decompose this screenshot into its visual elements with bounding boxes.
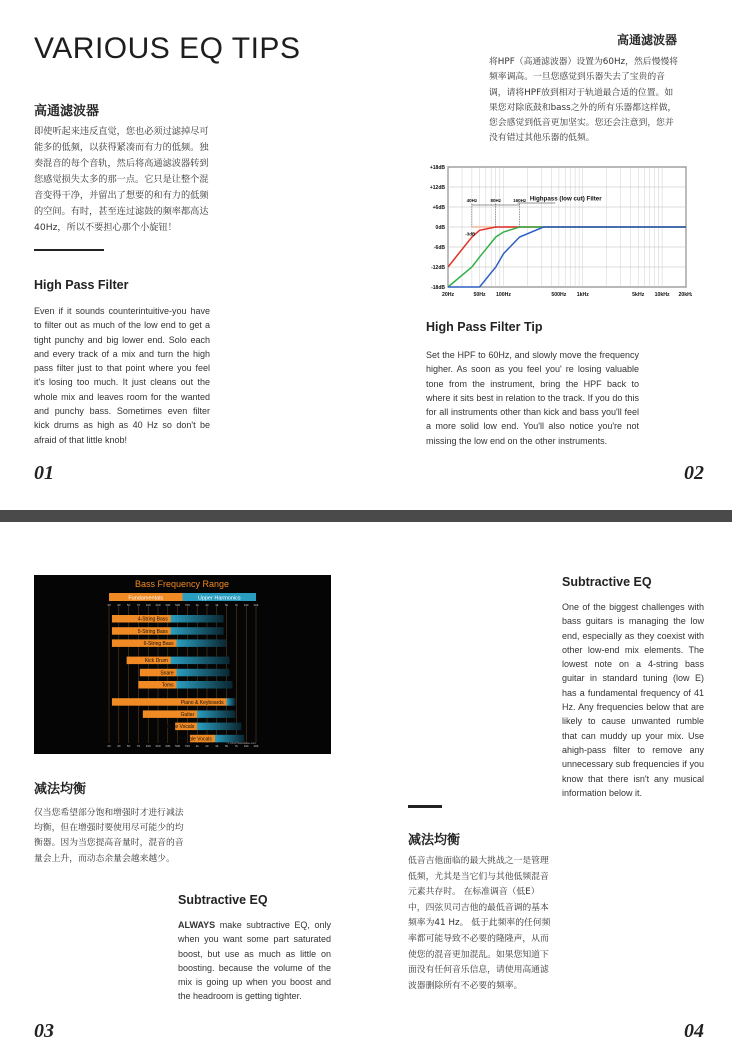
freq-tick-top: 10k (243, 603, 249, 607)
page-number-2: 02 (684, 462, 704, 484)
x-tick-label: 100Hz (495, 292, 511, 298)
page-separator (0, 510, 732, 522)
cn-heading-subtractive-bass: 减法均衡 (408, 833, 461, 848)
spread-top (0, 0, 732, 510)
always-emphasis: ALWAYS (178, 920, 216, 930)
range-bar-label: Female Vocals (179, 736, 212, 743)
band-fundamentals-label: Fundamentals (128, 595, 164, 602)
en-body-subtractive-text: make subtractive EQ, only when you want some part saturated boost, but use as much as little on boosting. because the volume of the mix is going up when you boost and the headroom is getting tighter. (178, 920, 331, 1002)
freq-tick-bottom: 100 (145, 744, 151, 748)
freq-tick-bottom: 50 (126, 744, 131, 748)
en-heading-hpf-tip: High Pass Filter Tip (426, 320, 543, 334)
page-title: VARIOUS EQ TIPS (34, 32, 301, 65)
cn-heading-hpf: 高通滤波器 (34, 104, 100, 119)
x-tick-label: 20kHz (678, 292, 692, 298)
freq-tick-top: 20 (107, 603, 111, 607)
cn-body-hpf: 即使听起来违反直觉，您也必须过滤掉尽可能多的低频，以获得紧凑而有力的低频。独奏混音的每个音轨，然后将高通滤波器转到您感觉损失太多的那一点。它只是让整个混音变得干净，并留出了想要的和有力的低频的空间。有时，甚至连过滤鼓的频率都高达40Hz，所以不要担心那个小旋钮！ (34, 126, 209, 233)
x-tick-label: 20Hz (441, 292, 455, 298)
range-bar-label: Snare (160, 670, 174, 677)
range-bar-label: 6-String Bass (143, 641, 174, 647)
range-bar-row (127, 657, 230, 665)
x-tick-label: 1kHz (576, 292, 589, 298)
bass-chart-svg (34, 575, 331, 754)
hpf-chart (424, 160, 692, 305)
y-tick-label: +6dB (432, 205, 445, 211)
range-bar-row (140, 669, 230, 677)
freq-tick-bottom: 2k (205, 744, 209, 748)
page-number-1: 01 (34, 462, 54, 484)
band-harmonics-label: Upper Harmonics (197, 595, 241, 602)
freq-tick-top: 70 (136, 603, 141, 607)
range-bar-label: 4-String Bass (137, 616, 168, 623)
freq-tick-bottom: 200 (155, 744, 161, 748)
range-bar-label: Piano & Keyboards (180, 699, 224, 706)
cutoff-label: 160Hz (513, 198, 527, 203)
page-number-3: 03 (34, 1020, 54, 1042)
freq-tick-top: 300 (165, 603, 171, 607)
bass-frequency-chart (34, 575, 331, 754)
freq-tick-top: 1k (195, 603, 199, 607)
cutoff-label: 80Hz (490, 198, 502, 203)
freq-tick-top: 5k (225, 603, 229, 607)
freq-tick-top: 200 (155, 603, 161, 607)
en-heading-subtractive: Subtractive EQ (178, 893, 268, 907)
x-tick-label: 500Hz (551, 292, 567, 298)
divider-thick (408, 805, 442, 808)
freq-tick-top: 700 (184, 603, 190, 607)
minus3-label: -3dB (465, 231, 476, 237)
en-heading-subtractive-bass: Subtractive EQ (562, 575, 652, 589)
x-tick-label: 5kHz (632, 292, 645, 298)
freq-tick-bottom: 7k (234, 744, 238, 748)
en-heading-hpf: High Pass Filter (34, 278, 129, 292)
freq-tick-bottom: 20 (107, 744, 111, 748)
freq-tick-bottom: 3k (215, 744, 219, 748)
cn-body-hpf-tip: 将HPF（高通滤波器）设置为60Hz，然后慢慢将频率调高。一旦您感觉到乐器失去了宝贵的音调，请将HPF放到相对于轨道最合适的位置。如果您对除底鼓和bass之外的所有乐器都这样做，您会感觉到低音更加坚实。您还会注意到，您并没有错过其他乐器的低频。 (489, 57, 678, 144)
freq-tick-top: 7k (234, 603, 238, 607)
freq-tick-bottom: 500 (175, 744, 181, 748)
bass-chart-credit: © 2013 Ibassbase.com (227, 741, 256, 745)
cn-heading-hpf-tip: 高通滤波器 (617, 33, 678, 47)
freq-tick-top: 2k (205, 603, 209, 607)
range-bar-label: Toms (161, 682, 174, 689)
freq-tick-bottom: 30 (117, 744, 121, 748)
range-bar-label: 5-String Bass (137, 628, 168, 635)
en-body-subtractive (178, 918, 331, 1004)
freq-tick-bottom: 70 (136, 744, 141, 748)
en-body-subtractive-bass: One of the biggest challenges with bass guitars is managing the low end, especially as they coexist with other low-end mix elements. The lowest note on a 4-string bass guitar in standard tuning (low E) has a fundamental frequency of 41 Hz. Any frequencies below that are likely to cause unwanted rumble that can muddy up your mix. Use ahigh-pass filter to remove any unnecessary sub frequencies if you know that there isn't any musical information below it. (562, 602, 704, 798)
cn-body-subtractive: 仅当您希望部分饱和增强时才进行减法均衡，但在增强时要使用尽可能少的均衡器。因为当您提高音量时，混音的音量会上升，而动态余量会越来越少。 (34, 808, 184, 864)
freq-tick-bottom: 20k (253, 744, 259, 748)
freq-tick-bottom: 10k (243, 744, 249, 748)
freq-tick-bottom: 5k (225, 744, 229, 748)
range-bar-row (138, 681, 232, 689)
freq-tick-top: 50 (126, 603, 131, 607)
y-tick-label: 0dB (435, 225, 445, 231)
y-tick-label: -12dB (431, 265, 445, 271)
y-tick-label: +18dB (429, 165, 445, 171)
range-bar-label: Guitar (180, 712, 195, 718)
bass-chart-title: Bass Frequency Range (134, 579, 230, 589)
hpf-chart-svg (424, 160, 692, 305)
cutoff-label: 40Hz (466, 198, 478, 203)
freq-tick-top: 500 (175, 603, 181, 607)
y-tick-label: -18dB (431, 285, 445, 291)
freq-tick-top: 30 (117, 603, 121, 607)
freq-tick-bottom: 700 (184, 744, 190, 748)
cn-heading-subtractive: 减法均衡 (34, 782, 87, 797)
en-body-hpf: Even if it sounds counterintuitive-you have to filter out as much of the low end to get a tight punchy and big lower end. Solo each and every track of a mix and turn the high pass filter just to that point where you feel it's losing too much. It just cleans out the whole mix and leaves room for the wanted and punchy bass. Sometimes even filter kick drums as high as 40 Hz so don't be afraid of that little knob! (34, 306, 210, 445)
page-number-4: 04 (684, 1020, 704, 1042)
freq-tick-top: 100 (145, 603, 151, 607)
freq-tick-bottom: 1k (195, 744, 199, 748)
divider (34, 249, 104, 251)
y-tick-label: -6dB (433, 245, 445, 251)
y-tick-label: +12dB (429, 185, 445, 191)
freq-tick-bottom: 300 (165, 744, 171, 748)
x-tick-label: 50Hz (473, 292, 486, 298)
cn-body-subtractive-bass: 低音吉他面临的最大挑战之一是管理低频，尤其是当它们与其他低频混音元素共存时。 在标准调音（低E）中，四弦贝司吉他的最低音调的基本频率为41 Hz。 低于此频率的任何频率都可能导致不必要的隆隆声，从而使您的混音更加混乱。如果您知道下面没有任何音乐信息，请使用高通滤波器删除所有不必要的频率。 (408, 856, 551, 991)
curve-label: Highpass (low cut) Filter (529, 195, 602, 203)
en-body-hpf-tip: Set the HPF to 60Hz, and slowly move the frequency higher. As soon as you feel you' re losing valuable tone from the instrument, bring the HPF back to where it sits best in relation to the track. If you do this for all instruments other than kick and bass you'll feel a more solid low end. You'll also notice you're not missing the low end on the other instruments. (426, 350, 639, 446)
freq-tick-top: 20k (253, 603, 259, 607)
x-tick-label: 10kHz (654, 292, 670, 298)
freq-tick-top: 3k (215, 603, 219, 607)
spread-bottom (0, 522, 732, 1059)
range-bar-label: Kick Drum (144, 658, 168, 665)
range-bar-label: Male Vocals (167, 724, 195, 731)
